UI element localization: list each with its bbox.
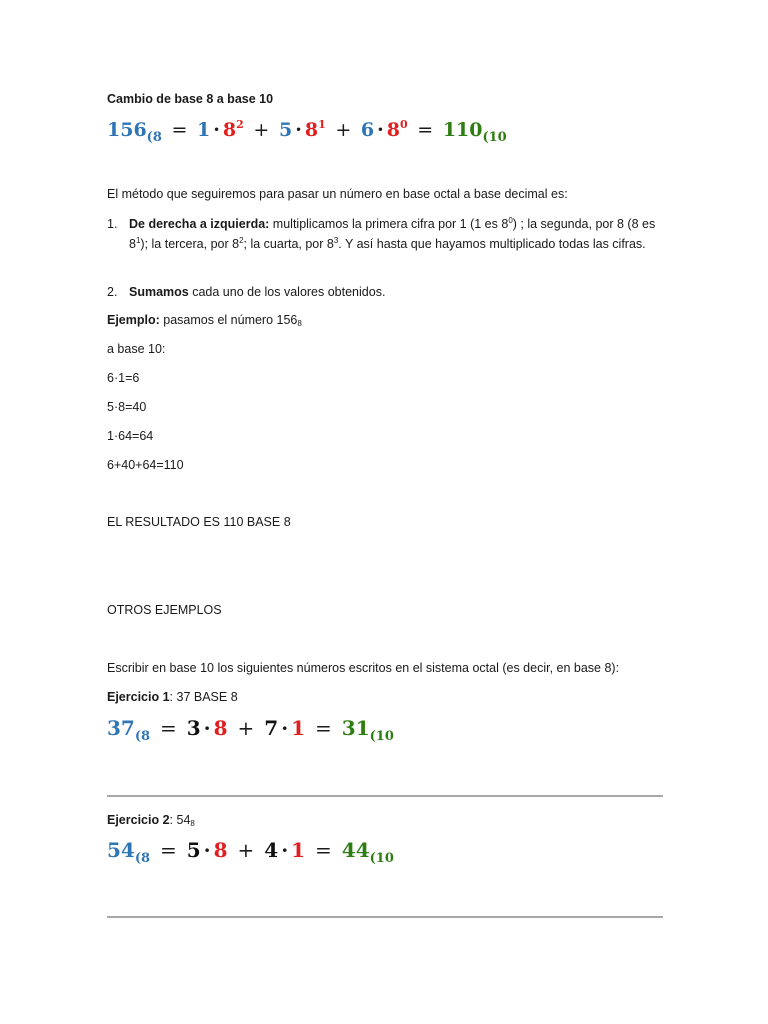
formula-lhs: 156 [107,119,147,141]
step-text: multiplicamos la primera cifra por 1 (1 es 8 [269,217,509,231]
result-text: EL RESULTADO ES 110 BASE 8 [107,515,291,529]
equals-sign: = [160,716,177,740]
multiply-dot: · [281,716,289,740]
term-base: 8 [222,119,237,141]
equals-sign: = [315,838,332,862]
formula-result-base: (10 [369,729,394,744]
term-exponent: 2 [236,118,244,131]
list-number: 2. [107,285,118,299]
step-sup: 2 [239,236,244,245]
term-digit: 6 [360,119,375,141]
main-formula [107,118,507,145]
step-text: ; la cuarta, por 8 [243,237,334,251]
exercise-formula [107,838,394,866]
term-base: 8 [304,119,319,141]
list-item [107,283,664,302]
list-item [107,215,664,255]
multiply-dot: · [203,838,211,862]
example-line2: a base 10: [107,342,166,356]
step-text: cada uno de los valores obtenidos. [188,285,386,299]
calc-line: 6+40+64=110 [107,458,184,472]
list-number: 1. [107,217,118,231]
multiply-dot: · [203,716,211,740]
plus-sign: + [335,119,352,141]
equals-sign: = [160,838,177,862]
term-multiplier: 1 [291,716,306,740]
section-title: Cambio de base 8 a base 10 [107,92,274,106]
multiply-dot: · [213,119,220,141]
others-heading: OTROS EJEMPLOS [107,603,222,617]
step-sup: 1 [135,236,141,245]
plus-sign: + [237,838,255,862]
term-multiplier: 1 [291,838,306,862]
example-line [107,313,302,327]
example-text: pasamos el número 156 [159,313,298,327]
formula-result-base: (10 [482,130,507,145]
term-multiplier: 8 [213,716,228,740]
formula-lhs: 37 [107,716,135,740]
calc-line: 1·64=64 [107,429,154,443]
exercise-text: : 54 [169,813,191,827]
term-digit: 4 [264,838,279,862]
multiply-dot: · [377,119,384,141]
divider [107,916,663,918]
step-sup: 3 [333,236,339,245]
formula-lhs: 54 [107,838,135,862]
formula-result: 31 [341,716,370,740]
calc-line: 6·1=6 [107,371,140,385]
exercise-label-line [107,813,195,827]
exercise-label-line [107,690,238,704]
equals-sign: = [171,119,188,141]
plus-sign: + [237,716,255,740]
exercise-label: Ejercicio 2 [107,813,170,827]
formula-result-base: (10 [369,851,394,866]
multiply-dot: · [295,119,302,141]
divider [107,795,663,797]
term-digit: 1 [197,119,211,141]
multiply-dot: · [281,838,289,862]
intro-text: El método que seguiremos para pasar un número en base octal a base decimal es: [107,187,568,201]
exercise-sub: 8 [190,819,195,828]
equals-sign: = [417,119,434,141]
formula-lhs-base: (8 [146,130,162,145]
plus-sign: + [253,119,270,141]
term-digit: 5 [186,838,201,862]
equals-sign: = [315,716,332,740]
term-exponent: 0 [399,118,408,131]
term-exponent: 1 [318,118,326,131]
step-text: . Y así hasta que hayamos multiplicado todas las cifras. [338,237,646,251]
formula-result: 44 [341,838,370,862]
term-base: 8 [386,119,400,141]
example-label: Ejemplo: [107,313,160,327]
formula-lhs-base: (8 [134,851,151,866]
example-sub: 8 [297,319,302,328]
term-digit: 5 [278,119,293,141]
step-bold: Sumamos [129,285,189,299]
formula-lhs-base: (8 [134,729,151,744]
step-sup: 0 [508,216,513,225]
calc-line: 5·8=40 [107,400,147,414]
step-text: ); la tercera, por 8 [140,237,240,251]
step-text: ) ; la segunda, por 8 (8 es 8 [129,217,656,251]
term-multiplier: 8 [213,838,228,862]
step-bold: De derecha a izquierda: [129,217,270,231]
formula-result: 110 [442,119,483,141]
exercise-text: : 37 BASE 8 [169,690,238,704]
term-digit: 7 [264,716,279,740]
instruction-text: Escribir en base 10 los siguientes números escritos en el sistema octal (es decir, en base 8): [107,661,620,675]
term-digit: 3 [186,716,201,740]
exercise-formula [107,716,394,744]
exercise-label: Ejercicio 1 [107,690,170,704]
